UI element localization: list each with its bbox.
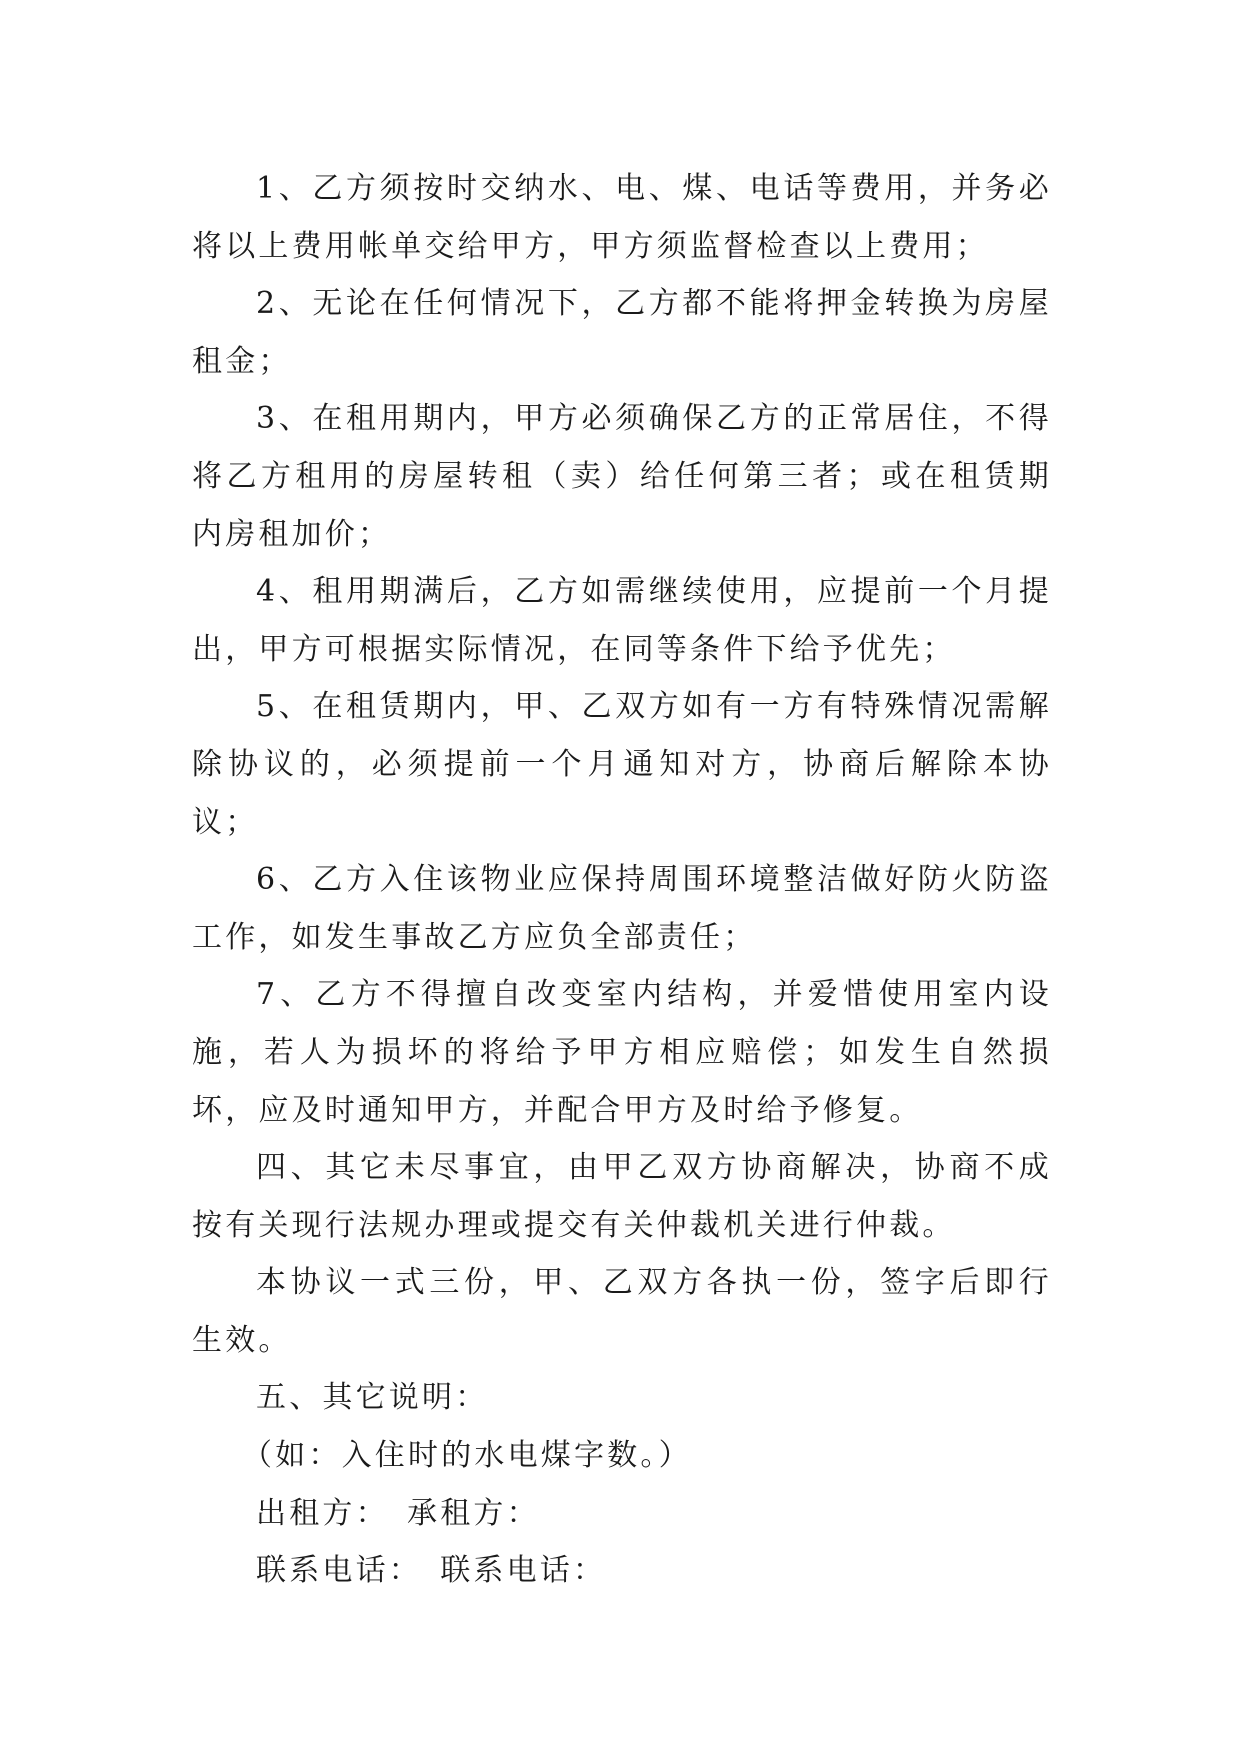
signature-line: 出租方： 承租方： <box>256 1495 540 1531</box>
other-notes: （如：入住时的水电煤字数。） <box>242 1438 692 1474</box>
clause-2: 2、无论在任何情况下，乙方都不能将押金转换为房屋租金； <box>192 286 1052 379</box>
document-body <box>192 160 1052 1600</box>
section-four: 四、其它未尽事宜，由甲乙双方协商解决，协商不成按有关现行法规办理或提交有关仲裁机关进行仲裁。 <box>192 1150 1052 1243</box>
section-five-heading: 五、其它说明： <box>256 1380 489 1416</box>
clause-4: 4、租用期满后，乙方如需继续使用，应提前一个月提出，甲方可根据实际情况，在同等条件下给予优先； <box>192 574 1052 667</box>
clause-5: 5、在租赁期内，甲、乙双方如有一方有特殊情况需解除协议的，必须提前一个月通知对方，协商后解除本协议； <box>192 689 1052 840</box>
contact-line: 联系电话： 联系电话： <box>256 1553 607 1589</box>
clause-7: 7、乙方不得擅自改变室内结构，并爱惜使用室内设施，若人为损坏的将给予甲方相应赔偿；如发生自然损坏，应及时通知甲方，并配合甲方及时给予修复。 <box>192 977 1052 1128</box>
clause-1: 1、乙方须按时交纳水、电、煤、电话等费用，并务必将以上费用帐单交给甲方，甲方须监督检查以上费用； <box>192 171 1052 264</box>
clause-3: 3、在租用期内，甲方必须确保乙方的正常居住，不得将乙方租用的房屋转租（卖）给任何第三者；或在租赁期内房租加价； <box>192 401 1052 552</box>
clause-6: 6、乙方入住该物业应保持周围环境整洁做好防火防盗工作，如发生事故乙方应负全部责任； <box>192 862 1052 955</box>
copies-statement: 本协议一式三份，甲、乙双方各执一份，签字后即行生效。 <box>192 1265 1052 1358</box>
